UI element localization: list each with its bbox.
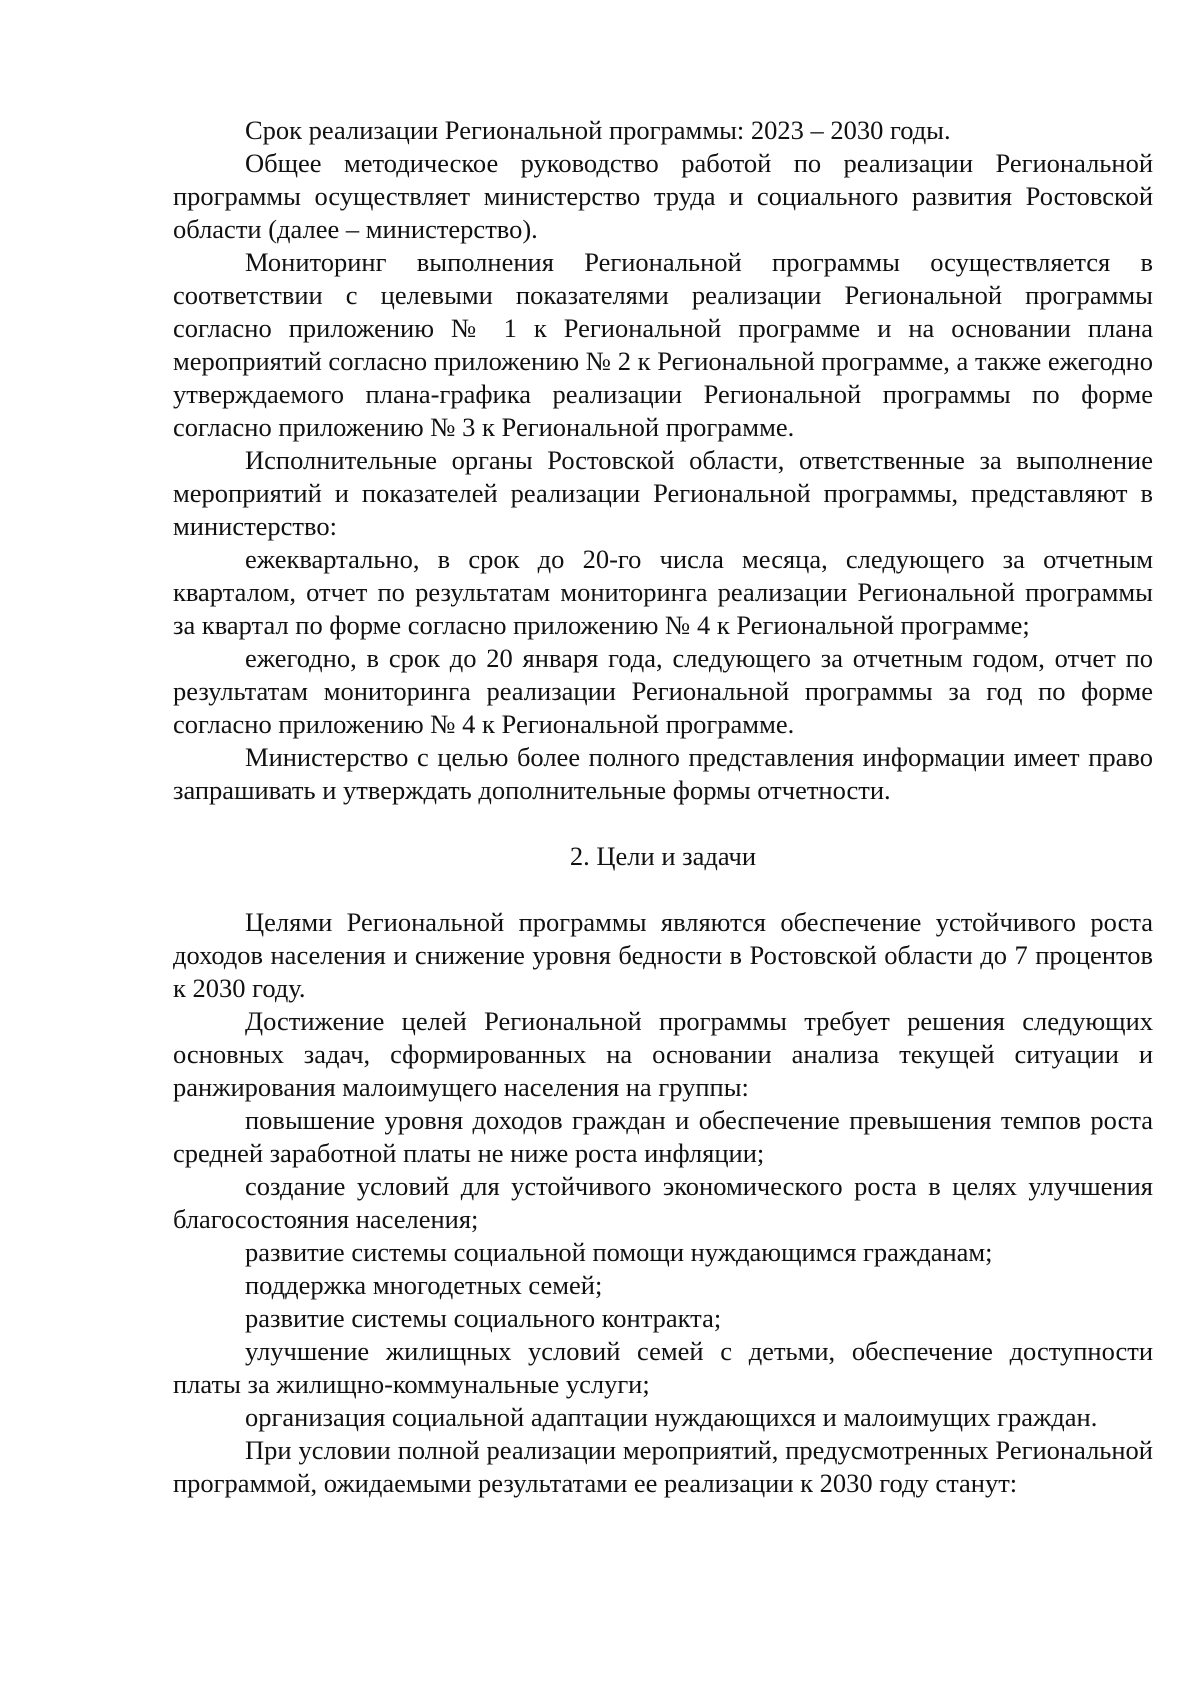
task-item: повышение уровня доходов граждан и обеспечение превышения темпов роста средней заработной платы не ниже роста инфляции; [173,1105,1153,1168]
paragraph-methodical-guidance: Общее методическое руководство работой по реализации Региональной программы осуществляет министерство труда и социального развития Ростовской области (далее – министерство). [173,148,1153,244]
task-item: развитие системы социальной помощи нуждающимся гражданам; [245,1237,993,1267]
task-item: организация социальной адаптации нуждающихся и малоимущих граждан. [245,1402,1098,1432]
paragraph-quarterly-report: ежеквартально, в срок до 20-го числа месяца, следующего за отчетным кварталом, отчет по результатам мониторинга реализации Региональной программы за квартал по форме согласно приложению № 4 к Региональной программе; [173,544,1153,640]
paragraph-expected-results: При условии полной реализации мероприятий, предусмотренных Региональной программой, ожидаемыми результатами ее реализации к 2030 году станут: [173,1435,1153,1498]
task-item: развитие системы социального контракта; [245,1303,722,1333]
paragraph-implementation-period: Срок реализации Региональной программы: 2023 – 2030 годы. [245,115,951,145]
paragraph-executive-bodies: Исполнительные органы Ростовской области, ответственные за выполнение мероприятий и показателей реализации Региональной программы, представляют в министерство: [173,445,1153,541]
section-heading: 2. Цели и задачи [569,841,757,871]
task-item: улучшение жилищных условий семей с детьми, обеспечение доступности платы за жилищно-коммунальные услуги; [173,1336,1153,1399]
paragraph-annual-report: ежегодно, в срок до 20 января года, следующего за отчетным годом, отчет по результатам мониторинга реализации Региональной программы за год по форме согласно приложению № 4 к Региональной программе. [173,643,1153,739]
task-item: создание условий для устойчивого экономического роста в целях улучшения благосостояния населения; [173,1171,1153,1234]
task-item: поддержка многодетных семей; [245,1270,603,1300]
paragraph-additional-forms: Министерство с целью более полного представления информации имеет право запрашивать и утверждать дополнительные формы отчетности. [173,742,1153,805]
paragraph-tasks-intro: Достижение целей Региональной программы требует решения следующих основных задач, сформированных на основании анализа текущей ситуации и ранжирования малоимущего населения на группы: [173,1006,1153,1102]
document-page [173,114,1153,1500]
paragraph-monitoring: Мониторинг выполнения Региональной программы осуществляется в соответствии с целевыми показателями реализации Региональной программы согласно приложению № 1 к Региональной программе и на основании плана мероприятий согласно приложению № 2 к Региональной программе, а также ежегодно утверждаемого плана-графика реализации Региональной программы по форме согласно приложению № 3 к Региональной программе. [173,247,1153,442]
paragraph-goals: Целями Региональной программы являются обеспечение устойчивого роста доходов населения и снижение уровня бедности в Ростовской области до 7 процентов к 2030 году. [173,907,1153,1003]
